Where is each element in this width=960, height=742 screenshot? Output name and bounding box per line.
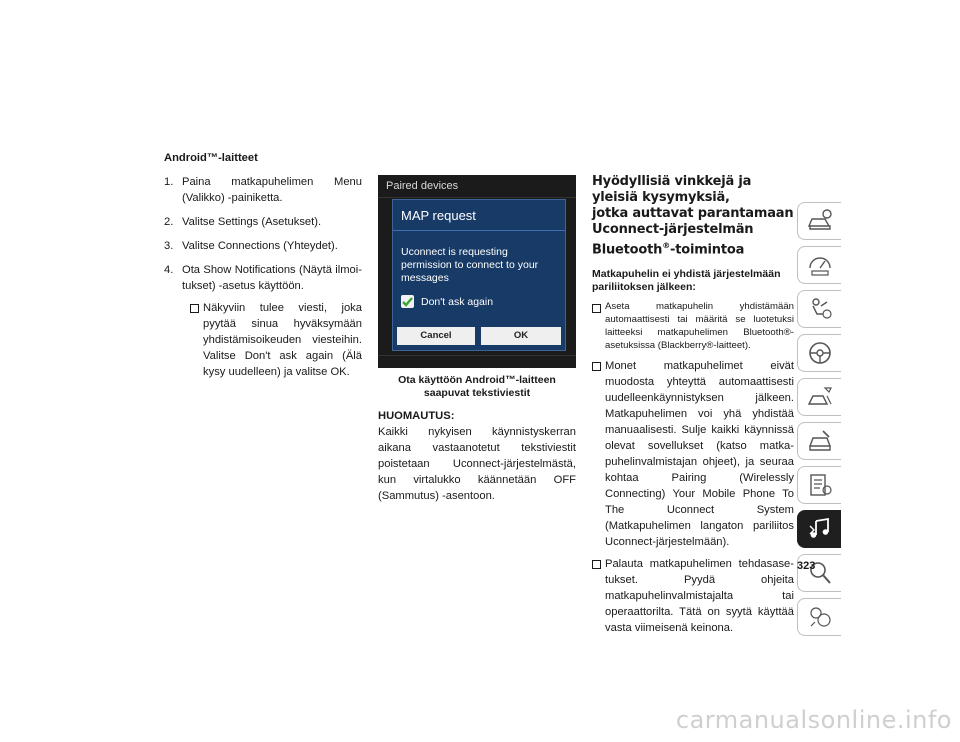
step-4: 4. Ota Show Notifications (Näytä ilmoitukset) -asetus käyttöön. — [164, 264, 362, 292]
maintenance-list-icon — [807, 472, 833, 498]
map-request-dialog — [392, 199, 566, 351]
car-info-icon — [807, 208, 833, 234]
note-text: Kaikki nykyisen käynnistyskerran aikana vastaanotetut tekstiviestit poistetaan Uconnect-järjestelmästä, kun virtalukko käännetään OFF (Sammutus) -asentoon. — [378, 426, 576, 502]
language-icon — [807, 604, 833, 630]
tab-specifications[interactable] — [797, 466, 841, 504]
step-3: 3. Valitse Connections (Yhteydet). — [164, 240, 338, 252]
bullet-box-icon — [592, 362, 601, 371]
section-title-line1: Hyödyllisiä vinkkejä ja yleisiä kysymyksiä, — [592, 174, 752, 205]
tip-bullet-1: Aseta matkapuhelin yhdistämään automaattisesti tai määritä se luotetuksi laitteeksi matkapuhelimen Bluetooth®-asetuksissa (Blackberry®-laitteet). — [592, 300, 794, 352]
bullet-box-icon — [592, 304, 601, 313]
tab-car-info[interactable] — [797, 202, 841, 240]
section-heading: Android™-laitteet — [164, 152, 258, 164]
checkmark-icon — [401, 295, 414, 308]
dialog-message: Uconnect is requesting permission to connect to your messages — [401, 246, 539, 284]
bullet-box-icon — [592, 560, 601, 569]
paired-devices-header: Paired devices — [386, 180, 459, 192]
dialog-divider — [393, 230, 565, 231]
step-2: 2. Valitse Settings (Asetukset). — [164, 216, 322, 228]
note-label: HUOMAUTUS: — [378, 410, 455, 422]
sub-bullet: Näkyviin tulee viesti, joka pyytää sinua hyväksymään yhdistämisoikeuden viesteihin. Valitse Don't ask again (Älä kysy uudelleen) ja valitse OK. — [190, 300, 362, 380]
multimedia-music-icon — [807, 516, 833, 542]
bullet-box-icon — [190, 304, 199, 313]
tab-emergency[interactable] — [797, 378, 841, 416]
tab-safety[interactable] — [797, 290, 841, 328]
dont-ask-checkbox[interactable] — [401, 295, 414, 308]
car-service-icon — [807, 428, 833, 454]
note-block — [378, 408, 576, 504]
figure-caption: Ota käyttöön Android™-laitteen saapuvat tekstiviestit — [398, 374, 556, 399]
right-column — [592, 174, 794, 636]
tab-dashboard[interactable] — [797, 246, 841, 284]
phone-screenshot — [378, 175, 576, 368]
left-column — [164, 150, 362, 380]
dashboard-lights-icon — [807, 252, 833, 278]
checkbox-label: Don't ask again — [421, 296, 494, 308]
tip-bullet-2: Monet matkapuhelimet eivät muodosta yhteyttä automaattisesti uudelleenkäynnistyksen jälkeen. Matkapuhelimen voi yhä yhdistää manuaalisesti. Sulje kaikki käynnissä olevat sovellukset (katso matkapuhelinvalmistajan ohjeet), ja seuraa kohtaa Pairing (Wirelessly Connecting) Your Mobile Phone To The Uconnect System (Matkapuhelimen langaton pariliitos Uconnect-järjestelmään). — [592, 358, 794, 550]
list-divider — [378, 355, 576, 356]
page-number: 323 — [797, 560, 816, 572]
chapter-tabs — [797, 202, 842, 642]
section-title-line4: Bluetooth®-toimintoa — [592, 241, 745, 258]
subheading: Matkapuhelin ei yhdistä järjestelmään pariliitoksen jälkeen: — [592, 268, 781, 294]
section-title-line2: jotka auttavat parantamaan — [592, 206, 794, 221]
tab-multimedia[interactable] — [797, 510, 841, 548]
section-title-line3: Uconnect-järjestelmän — [592, 222, 754, 237]
tab-languages[interactable] — [797, 598, 841, 636]
list-divider — [378, 197, 576, 198]
airbag-safety-icon — [807, 296, 833, 322]
steering-wheel-icon — [807, 340, 833, 366]
cancel-button[interactable]: Cancel — [397, 327, 475, 345]
watermark: carmanualsonline.info — [675, 706, 952, 734]
ok-button[interactable]: OK — [481, 327, 561, 345]
car-crash-icon — [807, 384, 833, 410]
dialog-title: MAP request — [401, 208, 476, 223]
tip-bullet-3: Palauta matkapuhelimen tehdasasetukset. Pyydä ohjeita matkapuhelinvalmistajalta tai operaattorilta. Tätä on syytä käyttää vasta viimeisenä keinona. — [592, 556, 794, 636]
tab-service[interactable] — [797, 422, 841, 460]
step-1: 1. Paina matkapuhelimen Menu (Valikko) -painiketta. — [164, 176, 362, 204]
tab-driving[interactable] — [797, 334, 841, 372]
